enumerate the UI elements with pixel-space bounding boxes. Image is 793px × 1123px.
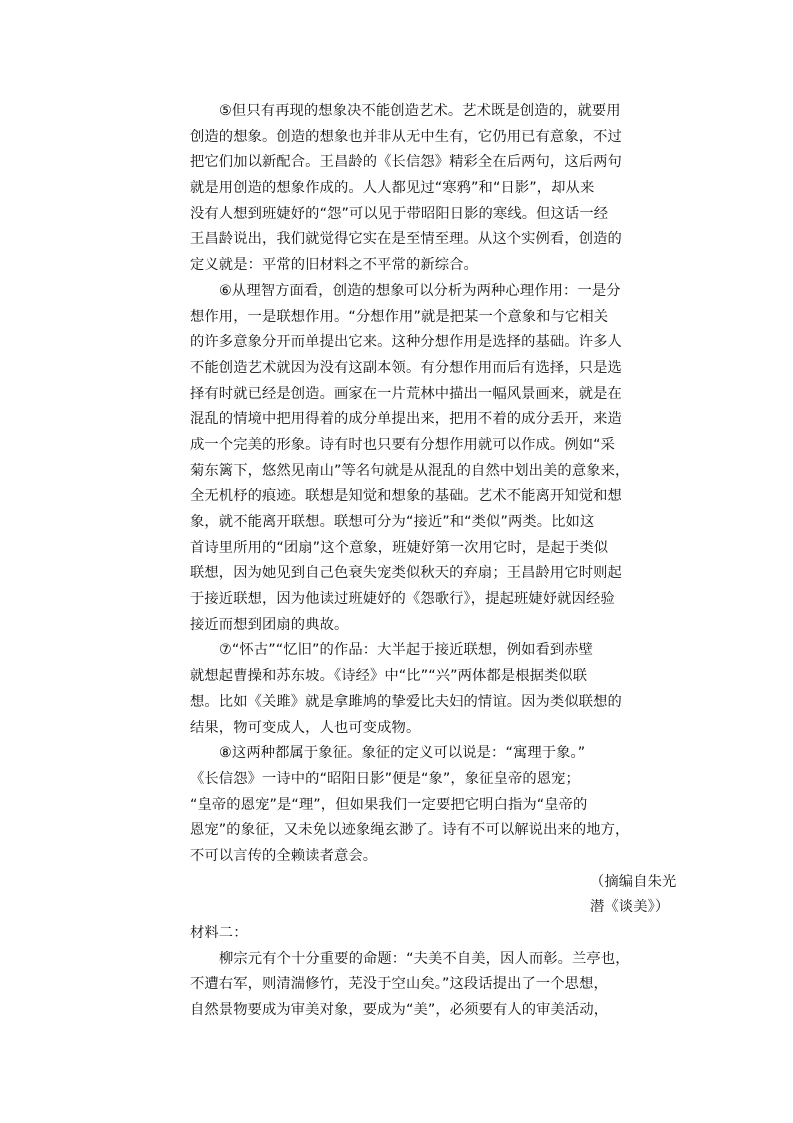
paragraph-line: 成一个完美的形象。诗有时也只要有分想作用就可以作成。例如“采	[190, 436, 616, 453]
paragraph-line: 混乱的情境中把用得着的成分单提出来，把用不着的成分丢开，来造	[190, 411, 622, 428]
paragraph-line: ⑤但只有再现的想象决不能创造艺术。艺术既是创造的，就要用	[219, 103, 621, 119]
paragraph-line: 首诗里所用的“团扇”这个意象，班婕妤第一次用它时，是起于类似	[190, 539, 609, 556]
paragraph-line: 于接近联想，因为他读过班婕妤的《怨歌行》，提起班婕妤就因经验	[190, 591, 615, 608]
paragraph-line: 王昌龄说出，我们就觉得它实在是至情至理。从这个实例看，创造的	[190, 231, 622, 248]
paragraph-line: 没有人想到班婕妤的“怨”可以见于带昭阳日影的寒线。但这话一经	[190, 205, 609, 222]
source-citation: 潜《谈美》）	[590, 899, 670, 916]
paragraph-line: 接近而想到团扇的典故。	[190, 616, 349, 633]
paragraph-line: 菊东篱下，悠然见南山”等名句就是从混乱的自然中划出美的意象来，	[190, 462, 630, 479]
paragraph-line: 联想，因为她见到自己色衰失宠类似秋天的弃扇；王昌龄用它时则起	[190, 565, 622, 582]
paragraph-line: 就是用创造的想象作成的。人人都见过“寒鸦”和“日影”，却从来	[190, 180, 595, 197]
paragraph-line: 想。比如《关雎》就是拿雎鸠的挚爱比夫妇的情谊。因为类似联想的	[190, 693, 622, 710]
paragraph-line: ⑧这两种都属于象征。象征的定义可以说是：“寓理于象。”	[219, 745, 586, 762]
paragraph-line: 把它们加以新配合。王昌龄的《长信怨》精彩全在后两句，这后两句	[190, 154, 622, 171]
paragraph-line: 恩宠”的象征，又未免以迹象绳玄渺了。诗有不可以解说出来的地方，	[190, 822, 630, 839]
paragraph-line: 《长信怨》一诗中的“昭阳日影”便是“象”，象征皇帝的恩宠；	[190, 770, 580, 787]
paragraph-line: 自然景物要成为审美对象，要成为“美”，必须要有人的审美活动，	[190, 1002, 609, 1019]
paragraph-line: 想作用，一是联想作用。“分想作用”就是把某一个意象和与它相关	[190, 308, 609, 325]
paragraph-line: 不可以言传的全赖读者意会。	[190, 847, 378, 864]
paragraph-line: 不能创造艺术就因为没有这副本领。有分想作用而后有选择，只是选	[190, 359, 622, 376]
paragraph-line: “皇帝的恩宠”是“理”，但如果我们一定要把它明白指为“皇帝的	[190, 796, 588, 813]
paragraph-line: 不遭右军，则清湍修竹，芜没于空山矣。”这段话提出了一个思想，	[190, 976, 608, 993]
paragraph-line: 全无机杼的痕迹。联想是知觉和想象的基础。艺术不能离开知觉和想	[190, 488, 622, 505]
source-citation: （摘编自朱光	[590, 873, 677, 890]
paragraph-line: 就想起曹操和苏东坡。《诗经》中“比”“兴”两体都是根据类似联	[190, 668, 588, 685]
paragraph-line: 创造的想象。创造的想象也并非从无中生有，它仍用已有意象，不过	[190, 128, 622, 145]
paragraph-line: 定义就是：平常的旧材料之不平常的新综合。	[190, 257, 478, 274]
paragraph-line: ⑦“怀古”“忆旧”的作品：大半起于接近联想，例如看到赤壁	[219, 642, 594, 659]
section-heading: 材料二：	[190, 925, 248, 941]
paragraph-line: 象，就不能离开联想。联想可分为“接近”和“类似”两类。比如这	[190, 514, 595, 530]
paragraph-line: 柳宗元有个十分重要的命题：“夫美不自美，因人而彰。兰亭也，	[219, 950, 630, 967]
paragraph-line: 择有时就已经是创造。画家在一片荒林中描出一幅风景画来，就是在	[190, 385, 622, 402]
paragraph-line: ⑥从理智方面看，创造的想象可以分析为两种心理作用：一是分	[219, 282, 621, 299]
article-text	[190, 99, 677, 1024]
paragraph-line: 结果，物可变成人，人也可变成物。	[190, 719, 421, 736]
paragraph-line: 的许多意象分开而单提出它来。这种分想作用是选择的基础。许多人	[190, 334, 622, 351]
